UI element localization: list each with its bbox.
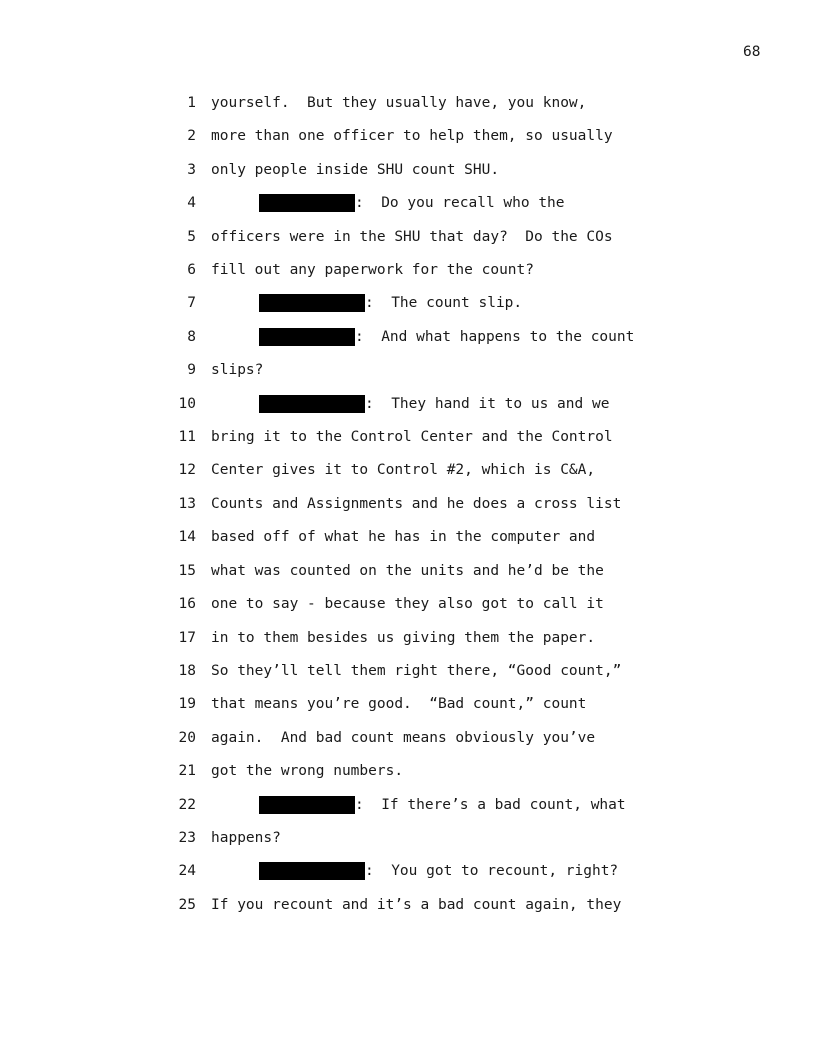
line-number: 14	[178, 529, 196, 546]
transcript-line	[0, 126, 816, 159]
transcript-line	[0, 160, 816, 193]
line-text: that means you’re good. “Bad count,” count	[211, 696, 587, 713]
transcript-line	[0, 795, 816, 828]
transcript-line	[0, 260, 816, 293]
line-number: 22	[178, 796, 196, 813]
transcript-line	[0, 327, 816, 360]
speaker-redaction	[259, 328, 355, 346]
line-text: : The count slip.	[365, 295, 523, 312]
line-text: Counts and Assignments and he does a cross list	[211, 495, 622, 512]
line-text: fill out any paperwork for the count?	[211, 262, 535, 279]
line-text: again. And bad count means obviously you’ve	[211, 729, 596, 746]
line-text: in to them besides us giving them the paper.	[211, 629, 596, 646]
speaker-turn	[259, 395, 609, 413]
line-number: 8	[187, 328, 196, 345]
line-text: bring it to the Control Center and the Control	[211, 429, 613, 446]
transcript-line	[0, 828, 816, 861]
speaker-turn	[259, 862, 618, 880]
transcript-line	[0, 661, 816, 694]
transcript-line	[0, 895, 816, 928]
transcript-line	[0, 527, 816, 560]
line-number: 12	[178, 462, 196, 479]
transcript-line	[0, 861, 816, 894]
line-text: happens?	[211, 829, 281, 846]
line-number: 18	[178, 662, 196, 679]
line-text: yourself. But they usually have, you know,	[211, 95, 587, 111]
transcript-line	[0, 427, 816, 460]
transcript-line	[0, 293, 816, 326]
transcript-line	[0, 728, 816, 761]
transcript-line	[0, 193, 816, 226]
transcript-line	[0, 561, 816, 594]
line-number: 15	[178, 562, 196, 579]
line-text: So they’ll tell them right there, “Good count,”	[211, 662, 622, 679]
line-text: based off of what he has in the computer and	[211, 529, 596, 546]
transcript-line	[0, 594, 816, 627]
transcript-line	[0, 360, 816, 393]
line-number: 24	[178, 863, 196, 880]
line-text: : They hand it to us and we	[365, 395, 610, 412]
speaker-redaction	[259, 194, 355, 212]
line-text: officers were in the SHU that day? Do the COs	[211, 228, 613, 245]
transcript-line	[0, 628, 816, 661]
speaker-turn	[259, 796, 626, 814]
line-text: only people inside SHU count SHU.	[211, 161, 500, 178]
line-number: 20	[178, 729, 196, 746]
line-number: 2	[187, 128, 196, 145]
transcript-body	[0, 93, 816, 928]
speaker-redaction	[259, 395, 365, 413]
line-number: 11	[178, 429, 196, 446]
transcript-line	[0, 93, 816, 126]
line-text: slips?	[211, 362, 264, 379]
speaker-turn	[259, 294, 522, 312]
line-text: what was counted on the units and he’d be the	[211, 562, 604, 579]
line-text: : Do you recall who the	[355, 195, 565, 212]
transcript-line	[0, 761, 816, 794]
speaker-turn	[259, 328, 634, 346]
line-text: Center gives it to Control #2, which is C&A,	[211, 462, 596, 479]
line-number: 19	[178, 696, 196, 713]
line-number: 17	[178, 629, 196, 646]
line-number: 1	[187, 95, 196, 111]
transcript-line	[0, 460, 816, 493]
line-number: 5	[187, 228, 196, 245]
line-text: : You got to recount, right?	[365, 863, 619, 880]
transcript-line	[0, 494, 816, 527]
line-text: : And what happens to the count	[355, 328, 635, 345]
line-number: 10	[178, 395, 196, 412]
speaker-redaction	[259, 294, 365, 312]
line-text: got the wrong numbers.	[211, 763, 404, 780]
line-number: 25	[178, 896, 196, 913]
line-number: 4	[187, 195, 196, 212]
line-text: one to say - because they also got to call it	[211, 596, 604, 613]
transcript-line	[0, 394, 816, 427]
line-number: 23	[178, 829, 196, 846]
line-number: 21	[178, 763, 196, 780]
line-text: If you recount and it’s a bad count again, they	[211, 896, 622, 913]
line-number: 6	[187, 262, 196, 279]
line-text: : If there’s a bad count, what	[355, 796, 626, 813]
transcript-line	[0, 694, 816, 727]
speaker-redaction	[259, 796, 355, 814]
line-number: 16	[178, 596, 196, 613]
speaker-redaction	[259, 862, 365, 880]
line-number: 7	[187, 295, 196, 312]
speaker-turn	[259, 194, 565, 212]
transcript-line	[0, 227, 816, 260]
page-number: 68	[743, 44, 761, 60]
line-number: 3	[187, 161, 196, 178]
line-number: 9	[187, 362, 196, 379]
line-text: more than one officer to help them, so usually	[211, 128, 613, 145]
line-number: 13	[178, 495, 196, 512]
